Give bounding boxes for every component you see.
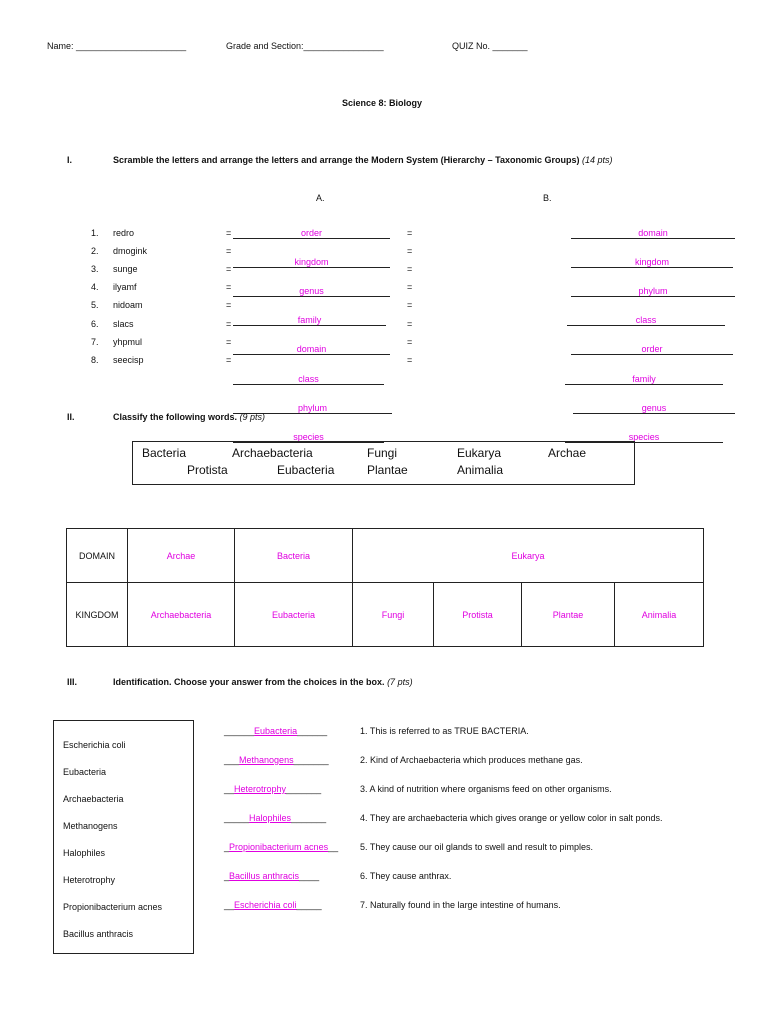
word-bank-word: Archaebacteria — [232, 446, 313, 460]
answer-a: family — [297, 315, 322, 326]
choice-item: Archaebacteria — [63, 794, 124, 804]
item-number: 7. — [91, 336, 99, 347]
grade-section-field[interactable]: Grade and Section:________________ — [226, 41, 384, 51]
answer-line[interactable] — [224, 842, 338, 852]
kingdom-header-cell: KINGDOM — [67, 583, 128, 647]
answer-blank-b[interactable] — [565, 374, 723, 385]
kingdom-cell: Archaebacteria — [128, 583, 235, 647]
question-text: 7. Naturally found in the large intestine of humans. — [360, 900, 561, 910]
scrambled-word: ilyamf — [113, 282, 137, 293]
equals-sign: = — [407, 300, 413, 311]
item-number: 6. — [91, 318, 99, 329]
answer-post-line: __ — [328, 842, 339, 852]
answer-blank-b[interactable] — [571, 286, 735, 297]
equals-sign: = — [226, 264, 232, 275]
answer-line[interactable] — [224, 784, 321, 794]
equals-sign: = — [407, 336, 413, 347]
answer-post-line: _______ — [291, 813, 327, 823]
answer-line[interactable] — [224, 726, 327, 736]
word-bank-word: Animalia — [457, 463, 504, 477]
kingdom-cell: Fungi — [353, 583, 434, 647]
answer-b: order — [641, 344, 663, 355]
answer-pre-line: ___ — [224, 755, 240, 765]
equals-sign: = — [226, 228, 232, 238]
question-text: 4. They are archaebacteria which gives orange or yellow color in salt ponds. — [360, 813, 663, 823]
answer-text: Halophiles — [249, 813, 292, 823]
part1-numeral: I. — [67, 155, 73, 165]
answer-blank-a[interactable] — [233, 286, 390, 297]
part2-numeral: II. — [67, 412, 75, 422]
answer-post-line: _____ — [296, 900, 322, 910]
item-number: 5. — [91, 300, 99, 311]
equals-sign: = — [407, 282, 413, 293]
answer-b: domain — [638, 228, 668, 238]
answer-a: genus — [299, 286, 324, 297]
part2-points: (9 pts) — [239, 412, 266, 422]
answer-line[interactable] — [224, 813, 326, 823]
answer-b: kingdom — [634, 257, 670, 268]
answer-b: genus — [641, 402, 667, 413]
part3-instruction — [113, 677, 413, 687]
answer-blank-b[interactable] — [571, 257, 733, 268]
kingdom-cell: Eubacteria — [235, 583, 353, 647]
question-text: 5. They cause our oil glands to swell and result to pimples. — [360, 842, 593, 852]
answer-b: species — [628, 431, 660, 442]
scrambled-word: nidoam — [113, 300, 143, 311]
answer-blank-b[interactable] — [567, 315, 725, 326]
equals-sign: = — [226, 336, 232, 347]
classification-table — [66, 528, 704, 647]
choice-item: Heterotrophy — [63, 875, 116, 885]
answer-text: Heterotrophy — [234, 784, 287, 794]
part3-instruction-text: Identification. Choose your answer from the choices in the box. — [113, 677, 385, 687]
column-b-label: B. — [543, 193, 552, 203]
answer-line[interactable] — [224, 900, 322, 910]
equals-sign: = — [407, 228, 413, 238]
domain-cell: Bacteria — [235, 529, 353, 583]
answer-a: class — [298, 373, 319, 384]
word-bank-word: Fungi — [367, 446, 398, 460]
answer-blank-a[interactable] — [233, 257, 390, 268]
question-text: 1. This is referred to as TRUE BACTERIA. — [360, 726, 529, 736]
part1-points: (14 pts) — [582, 155, 613, 165]
column-a-label: A. — [316, 193, 325, 203]
equals-sign: = — [226, 246, 232, 257]
quiz-number-field[interactable]: QUIZ No. _______ — [452, 41, 528, 51]
part3-numeral: III. — [67, 677, 78, 687]
answer-blank-b[interactable] — [571, 228, 735, 239]
answer-post-line: ____ — [299, 871, 320, 881]
answer-pre-line: __ — [224, 900, 235, 910]
kingdom-cell: Plantae — [522, 583, 615, 647]
answer-a: domain — [296, 344, 327, 355]
item-number: 8. — [91, 354, 99, 365]
part3-points: (7 pts) — [387, 677, 413, 687]
answer-blank-b[interactable] — [573, 403, 735, 414]
choice-item: Propionibacterium acnes — [63, 902, 163, 912]
equals-sign: = — [407, 264, 413, 275]
answer-pre-line: _ — [224, 842, 230, 852]
answer-pre-line: ______ — [224, 726, 255, 736]
equals-sign: = — [226, 318, 232, 329]
domain-cell: Eukarya — [353, 529, 704, 583]
scrambled-word: dmogink — [113, 246, 148, 257]
scrambled-word: sunge — [113, 264, 138, 275]
equals-sign: = — [407, 318, 413, 329]
equals-sign: = — [407, 354, 413, 365]
item-number: 3. — [91, 264, 99, 275]
answer-blank-a[interactable] — [233, 228, 390, 239]
scrambled-word: redro — [113, 228, 135, 238]
answer-blank-a[interactable] — [233, 315, 386, 326]
answer-post-line: ______ — [297, 726, 328, 736]
answer-a: phylum — [297, 402, 327, 413]
choice-item: Escherichia coli — [63, 740, 126, 750]
answer-blank-a[interactable] — [233, 374, 384, 385]
answer-b: family — [632, 373, 656, 384]
item-number: 1. — [91, 228, 99, 238]
name-field[interactable]: Name: ______________________ — [47, 41, 187, 51]
answer-blank-a[interactable] — [233, 344, 390, 355]
choices-box — [53, 720, 194, 954]
part1-instruction-text: Scramble the letters and arrange the letters and arrange the Modern System (Hierarchy – Taxonomic Groups) — [113, 155, 580, 165]
page-title: Science 8: Biology — [342, 98, 423, 108]
question-text: 2. Kind of Archaebacteria which produces methane gas. — [360, 755, 583, 765]
scrambled-word: yhpmul — [113, 336, 143, 347]
word-bank-word: Eukarya — [457, 446, 502, 460]
scrambled-word: seecisp — [113, 354, 144, 365]
word-bank-word: Archae — [548, 446, 587, 460]
word-bank-word: Eubacteria — [277, 463, 335, 477]
answer-text: Methanogens — [239, 755, 294, 765]
domain-cell: Archae — [128, 529, 235, 583]
part2-instruction-text: Classify the following words. — [113, 412, 238, 422]
item-number: 4. — [91, 282, 99, 293]
choice-item: Halophiles — [63, 848, 106, 858]
answer-line[interactable] — [224, 871, 319, 881]
choice-item: Eubacteria — [63, 767, 107, 777]
kingdom-cell: Protista — [434, 583, 522, 647]
word-bank-word: Bacteria — [142, 446, 187, 460]
word-bank-box — [132, 441, 635, 485]
equals-sign: = — [226, 282, 232, 293]
kingdom-cell: Animalia — [615, 583, 704, 647]
equals-sign: = — [226, 354, 232, 365]
part1-instruction — [113, 155, 613, 165]
equals-sign: = — [407, 246, 413, 257]
question-text: 3. A kind of nutrition where organisms feed on other organisms. — [360, 784, 612, 794]
item-number: 2. — [91, 246, 99, 257]
answer-a: order — [300, 228, 322, 238]
choice-item: Bacillus anthracis — [63, 929, 134, 939]
answer-text: Propionibacterium acnes — [229, 842, 329, 852]
answer-a: species — [293, 431, 324, 442]
part2-instruction — [113, 412, 265, 422]
question-text: 6. They cause anthrax. — [360, 871, 452, 881]
answer-text: Escherichia coli — [234, 900, 297, 910]
answer-a: kingdom — [294, 257, 329, 268]
equals-sign: = — [226, 300, 232, 311]
word-bank-word: Plantae — [367, 463, 408, 477]
answer-text: Eubacteria — [254, 726, 298, 736]
answer-b: phylum — [638, 286, 668, 297]
answer-pre-line: _ — [224, 871, 230, 881]
answer-pre-line: _____ — [224, 813, 250, 823]
answer-b: class — [635, 315, 657, 326]
answer-blank-b[interactable] — [571, 344, 733, 355]
answer-line[interactable] — [224, 755, 329, 765]
word-bank-word: Protista — [187, 463, 228, 477]
choice-item: Methanogens — [63, 821, 118, 831]
answer-post-line: _______ — [293, 755, 329, 765]
answer-pre-line: __ — [224, 784, 235, 794]
domain-header-cell: DOMAIN — [67, 529, 128, 583]
answer-text: Bacillus anthracis — [229, 871, 300, 881]
answer-post-line: _______ — [286, 784, 322, 794]
scrambled-word: slacs — [113, 318, 134, 329]
